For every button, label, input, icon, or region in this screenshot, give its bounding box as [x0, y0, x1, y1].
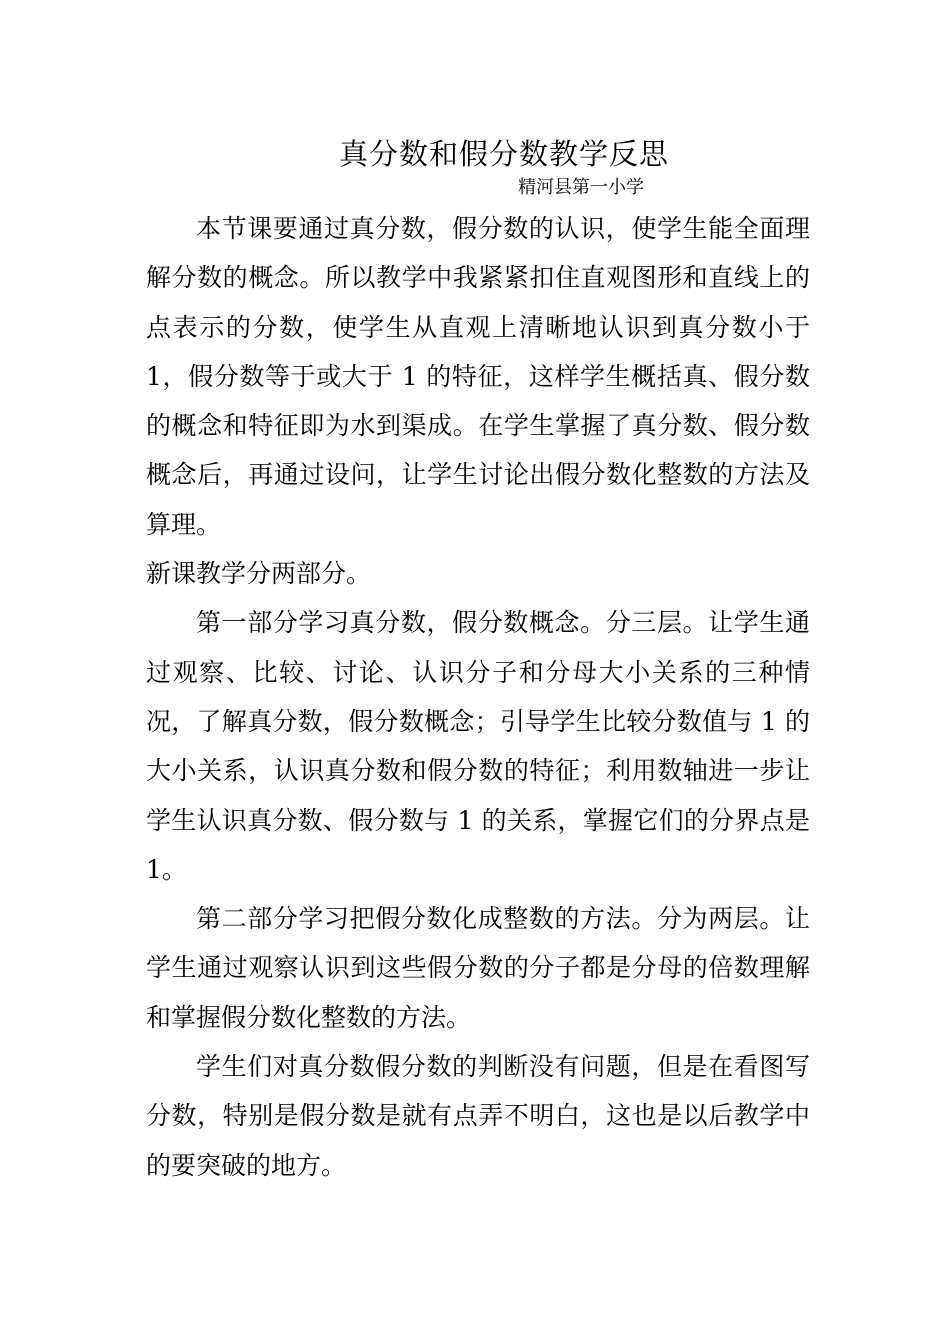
paragraph-conclusion: 学生们对真分数假分数的判断没有问题，但是在看图写分数，特别是假分数是就有点弄不明白，这也是以后教学中的要突破的地方。 — [146, 1052, 810, 1180]
paragraph-intro: 本节课要通过真分数，假分数的认识，使学生能全面理解分数的概念。所以教学中我紧紧扣住直观图形和直线上的点表示的分数，使学生从直观上清晰地认识到真分数小于 1，假分数等于或大于 1 的特征，这样学生概括真、假分数的概念和特征即为水到渠成。在学生掌握了真分数、假分数概念后，再通过设问，让学生讨论出假分数化整数的方法及算理。 — [146, 214, 810, 539]
document-title: 真分数和假分数教学反思 — [338, 137, 669, 171]
author-line: 精河县第一小学 — [518, 177, 644, 198]
paragraph-part-two: 第二部分学习把假分数化成整数的方法。分为两层。让学生通过观察认识到这些假分数的分子都是分母的倍数理解和掌握假分数化整数的方法。 — [146, 904, 810, 1032]
paragraph-part-one: 第一部分学习真分数，假分数概念。分三层。让学生通过观察、比较、讨论、认识分子和分母大小关系的三种情况，了解真分数，假分数概念；引导学生比较分数值与 1 的大小关系，认识真分数和假分数的特征；利用数轴进一步让学生认识真分数、假分数与 1 的关系，掌握它们的分界点是 1。 — [146, 608, 810, 884]
paragraph-section-heading: 新课教学分两部分。 — [146, 559, 372, 589]
document-body — [146, 204, 810, 1190]
